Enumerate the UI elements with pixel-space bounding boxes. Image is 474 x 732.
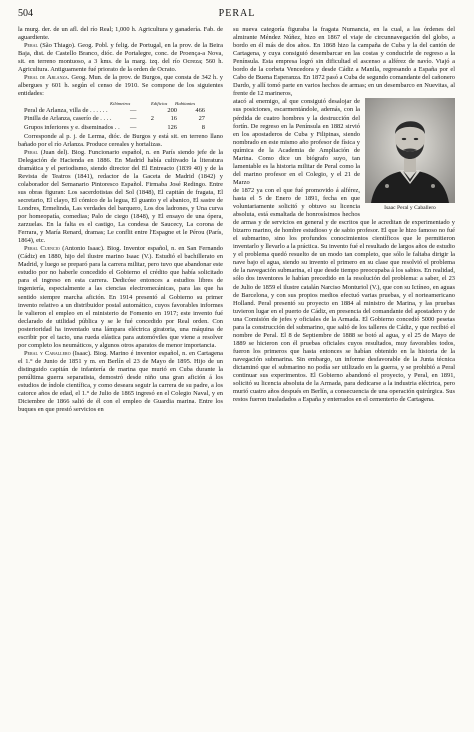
entry-headword: Peral (24, 42, 38, 50)
row-km: 2 (150, 115, 154, 123)
entry-peral-de-arlanza (18, 74, 223, 98)
row-habitantes: 466 (195, 107, 205, 115)
entry-headword: Peral de Arlanza (24, 74, 68, 82)
entry-body: . Geog. Mun. de la prov. de Burgos, que consta de 342 h. y albergues y 601 h. según el censo de 1910. Se compone de los siguientes entidades: (18, 74, 224, 98)
row-dash: — (130, 115, 137, 123)
entry-body: (São Thiago). Geog. Pobl. y felig. de Portugal, en la prov. de la Beira Baja, dist. de Castello Branco, dióc. de Portalegre, conc. de Proença-a Nova, sit. en terreno montuoso, a 3 kms. de la marg. izq. del río Ocreza; 560 h. Agricultura. Antiguamente fué priorato de la orden de Ocrato. (18, 42, 223, 74)
portrait-figure (365, 98, 455, 212)
row-habitantes: 8 (201, 123, 205, 131)
portrait-image (365, 98, 455, 203)
row-label: Grupos inferiores y e. diseminados . . (24, 123, 120, 131)
table-row (18, 107, 223, 115)
entry-headword: Peral Cuencio (24, 245, 60, 253)
row-edificios: 16 (170, 115, 177, 123)
col-header-habitantes: Habitantes (175, 101, 196, 107)
table-header (18, 99, 223, 107)
paragraph-arlanza-notes: Corresponde al p. j. de Lerma, dióc. de Burgos y está sit. en terreno llano bañado por el río Arlanza. Produce cereales y hortalizas. (18, 132, 223, 148)
col-header-km: Kilómetros (110, 101, 131, 107)
row-edificios: 126 (167, 123, 177, 131)
entry-peral-sao-thiago (18, 42, 223, 74)
row-dash: — (130, 123, 137, 131)
population-table (18, 99, 223, 131)
row-dash: — (130, 107, 137, 115)
portrait-caption: Isaac Peral y Caballero (384, 205, 436, 212)
paragraph-main-body: de 1872 ya con el que fué promovido á alférez, hasta el 5 de Enero de 1891, fecha en que voluntariamente solicitó y obtuvo su licencia absoluta, está esmaltada de honrosísimos hechos de armas y de servicios en general y de escritos que le acreditan de experimentado y bizarro marino, de hombre estudioso y de sabio profesor. El que le hizo famoso no fué el submarino, sino los profundos conocimientos científicos que le permitieron inventarlo y llevarlo a la práctica. Su invento fué el resultado de largos años de estudio y el problema quedó resuelto de un modo tan completo, que sólo le faltaba dirigir la nave bajo el agua, siendo su invento el primero en su clase que resolvió el problema de la navegación submarina, el que desde tiempo preocupaba á los sabios. En realidad, sólo dos inventores le habían precedido en la resolución del problema: a saber, el 23 de Julio de 1859 el ilustre catalán Narciso Monturiol (V.), que con su Ictíneo, en aguas de Barcelona, y con sus propios medios efectuó varias pruebas, y el norteamericano Holland. Peral presentó su proyecto en 1884 al ministro de Marina, y las pruebas tuvieron lugar en el puerto de Cádiz, en presencia del comandante del apostadero y de una Comisión de jefes y oficiales de la Armada. El Gobierno concedió 5000 pesetas para la construcción del submarino, que salió de los talleres de Cádiz, y que recibió el nombre de Peral. El 8 de Septiembre de 1888 se botó al agua, y el 25 de Mayo de 1889 se hicieron con él pruebas oficiales cuyos resultados, muy favorables todos, fueron los primeros que hasta entonces se habían obtenido en la historia de la navegación submarina. Sin embargo, un informe desfavorable de la Junta técnica dictaminó que el submarino no podía ser utilizado en la guerra, y se prohibió a Peral continuar sus experimentos. El Gobierno abandonó el proyecto, y Peral, en 1891, solicitó su licencia absoluta de la Armada, para dedicarse a la industria eléctrica, pero murió cuatro años después en Berlín, a consecuencia de una operación quirúrgica. Sus restos fueron trasladados a España y enterrados en el cementerio de Cartagena. (233, 186, 455, 404)
row-edificios: 200 (167, 107, 177, 115)
running-head: PERAL (218, 8, 256, 19)
right-column (233, 26, 455, 404)
entry-peral-y-caballero (18, 350, 223, 414)
row-label: Pinilla de Arlanza, caserío de . . . . (24, 115, 112, 123)
entry-body: (Antonio Isaac). Biog. Inventor español, n. en San Fernando (Cádiz) en 1880, hijo del ilustre marino Isaac (V.). Estudió el bachillerato en Madrid, y luego se preparó para la carrera militar, pero tuvo que abandonar este estudio por no haberle concedido el Gobierno el crédito que había solicitado para el ingreso en esta carrera. Dedicóse entonces a estudios libres de ingeniería, especialmente a las ciencias electromecánicas, para las que ha sentido siempre marcha afición. En 1914 presentó al Gobierno su primer invento relativo a un distribuidor postal automático, cuyos favorables informes le valieron el empleo en el ministerio de Fomento en 1917; este invento fué declarado de utilidad pública y se le fué concedido por Real orden. Con posterioridad ha inventado una lámpara eléctrica giratoria, una máquina de escribir por el tacto, una rueda elástica para automóviles que viene a resolver por completo los neumáticos, y algunos otros aparatos de menor importancia. (18, 245, 223, 349)
entry-body: (Isaac). Biog. Marino é inventor español, n. en Cartagena el 1.° de Junio de 1851 y m. en Berlín el 23 de Mayo de 1895. Hijo de un distinguido capitán de infantería de marina que murió en Cuba durante la penúltima guerra separatista, demostró desde niño una gran afición á los estudios de índole científica, y como deseara seguir la carrera de su padre, a los catorce años de edad, el 1.° de Julio de 1865 ingresó en el Colegio Naval, y en Diciembre de 1866 salió de él con el empleo de Guardia marina. Entre los buques en que prestó servicios en (18, 349, 223, 414)
entry-headword: Peral (24, 148, 38, 156)
left-column (18, 26, 223, 414)
entry-peral-cuencio (18, 245, 223, 350)
page-header (18, 8, 456, 22)
paragraph-continuation: su nueva categoría figuraba la fragata Numancia, en la cual, a las órdenes del almirante Méndez Núñez, hizo en 1867 el viaje de circunnavegación del globo, a bordo en él más de dos años. En 1868 hizo la campaña de Cuba y la del cantón de Cartagena, y cuya consiguió desembarcar en las costas y conducirle de regreso a la Península. Esta empresa logró sin dificultad el ascenso a alférez de navío. Viajó a bordo de la corbeta Vencedora y desde Cádiz a Manila, regresando a España por el Cabo de Buena Esperanza. En 1872 pasó a Cuba de segundo comandante del cañonero Dardo, y allí tomó parte en varios hechos de armas; en un desembarco en Nuevitas, al frente de 12 marineros, (233, 26, 455, 98)
entry-body: (Juan del). Biog. Funcionario español, n. en París siendo jefe de la Delegación de Hacienda en 1886. En Madrid había cultivado la literatura dramática y el periodismo, siendo director del El Entreacto (1839 40) y de la Revista de Teatros (1841), redactor de la Gaceta de Madrid (1842) y colaborador del Semanario Pintoresco Español. Firmaba José Redingo. Entre sus obras figuran: Los sacerdotistas del Sol (1848), El capitán de fragata, El secretario, El clayo, El cómico de la legua, El guanto y el abanico, El sastre de Londres, Ermelinda, Las verdades del barquero, Los dos ladrones, y Una curva por homeopatía, comedias; Palo de ciego (1848), y El ensayo de una ópera, zarzuelas. En la falta es el castigo, La condesa de Saucecy, La corona de Ferrara, y María Renard, dramas; Le conflit entre l'Espagne et le Pérou (París, 1864), etc. (18, 148, 223, 245)
row-label: Peral de Arlanza, villa de . . . . . . (24, 107, 108, 115)
row-habitantes: 27 (198, 115, 205, 123)
page-number: 504 (18, 8, 33, 19)
paragraph-continuation: la murg. der. de un afl. del río Real; 1,000 h. Agricultura y ganadería. Fab. de aguardiente. (18, 26, 223, 42)
table-row (18, 124, 223, 132)
entry-headword: Peral y Caballero (24, 349, 71, 357)
entry-peral-juan (18, 149, 223, 246)
col-header-edificios: Edificios (151, 101, 168, 107)
table-row (18, 115, 223, 123)
paragraph-beside-portrait: atacó al enemigo, al que consiguió desalojar de sus posiciones, escarmentándole, además, con la pérdida de cuatro hombres y la destrucción del fortín. De regreso en la Península en 1882 sirvió en los apostaderos de Cuba y Filipinas, siendo nombrado en este mismo año profesor de física y química de la Academia de Ampliación de Marina. Como dice un biógrafo suyo, tan lamentable es la historia militar de Peral como la del marino profesor en el Colegio, y el 21 de Marzo (233, 98, 360, 186)
